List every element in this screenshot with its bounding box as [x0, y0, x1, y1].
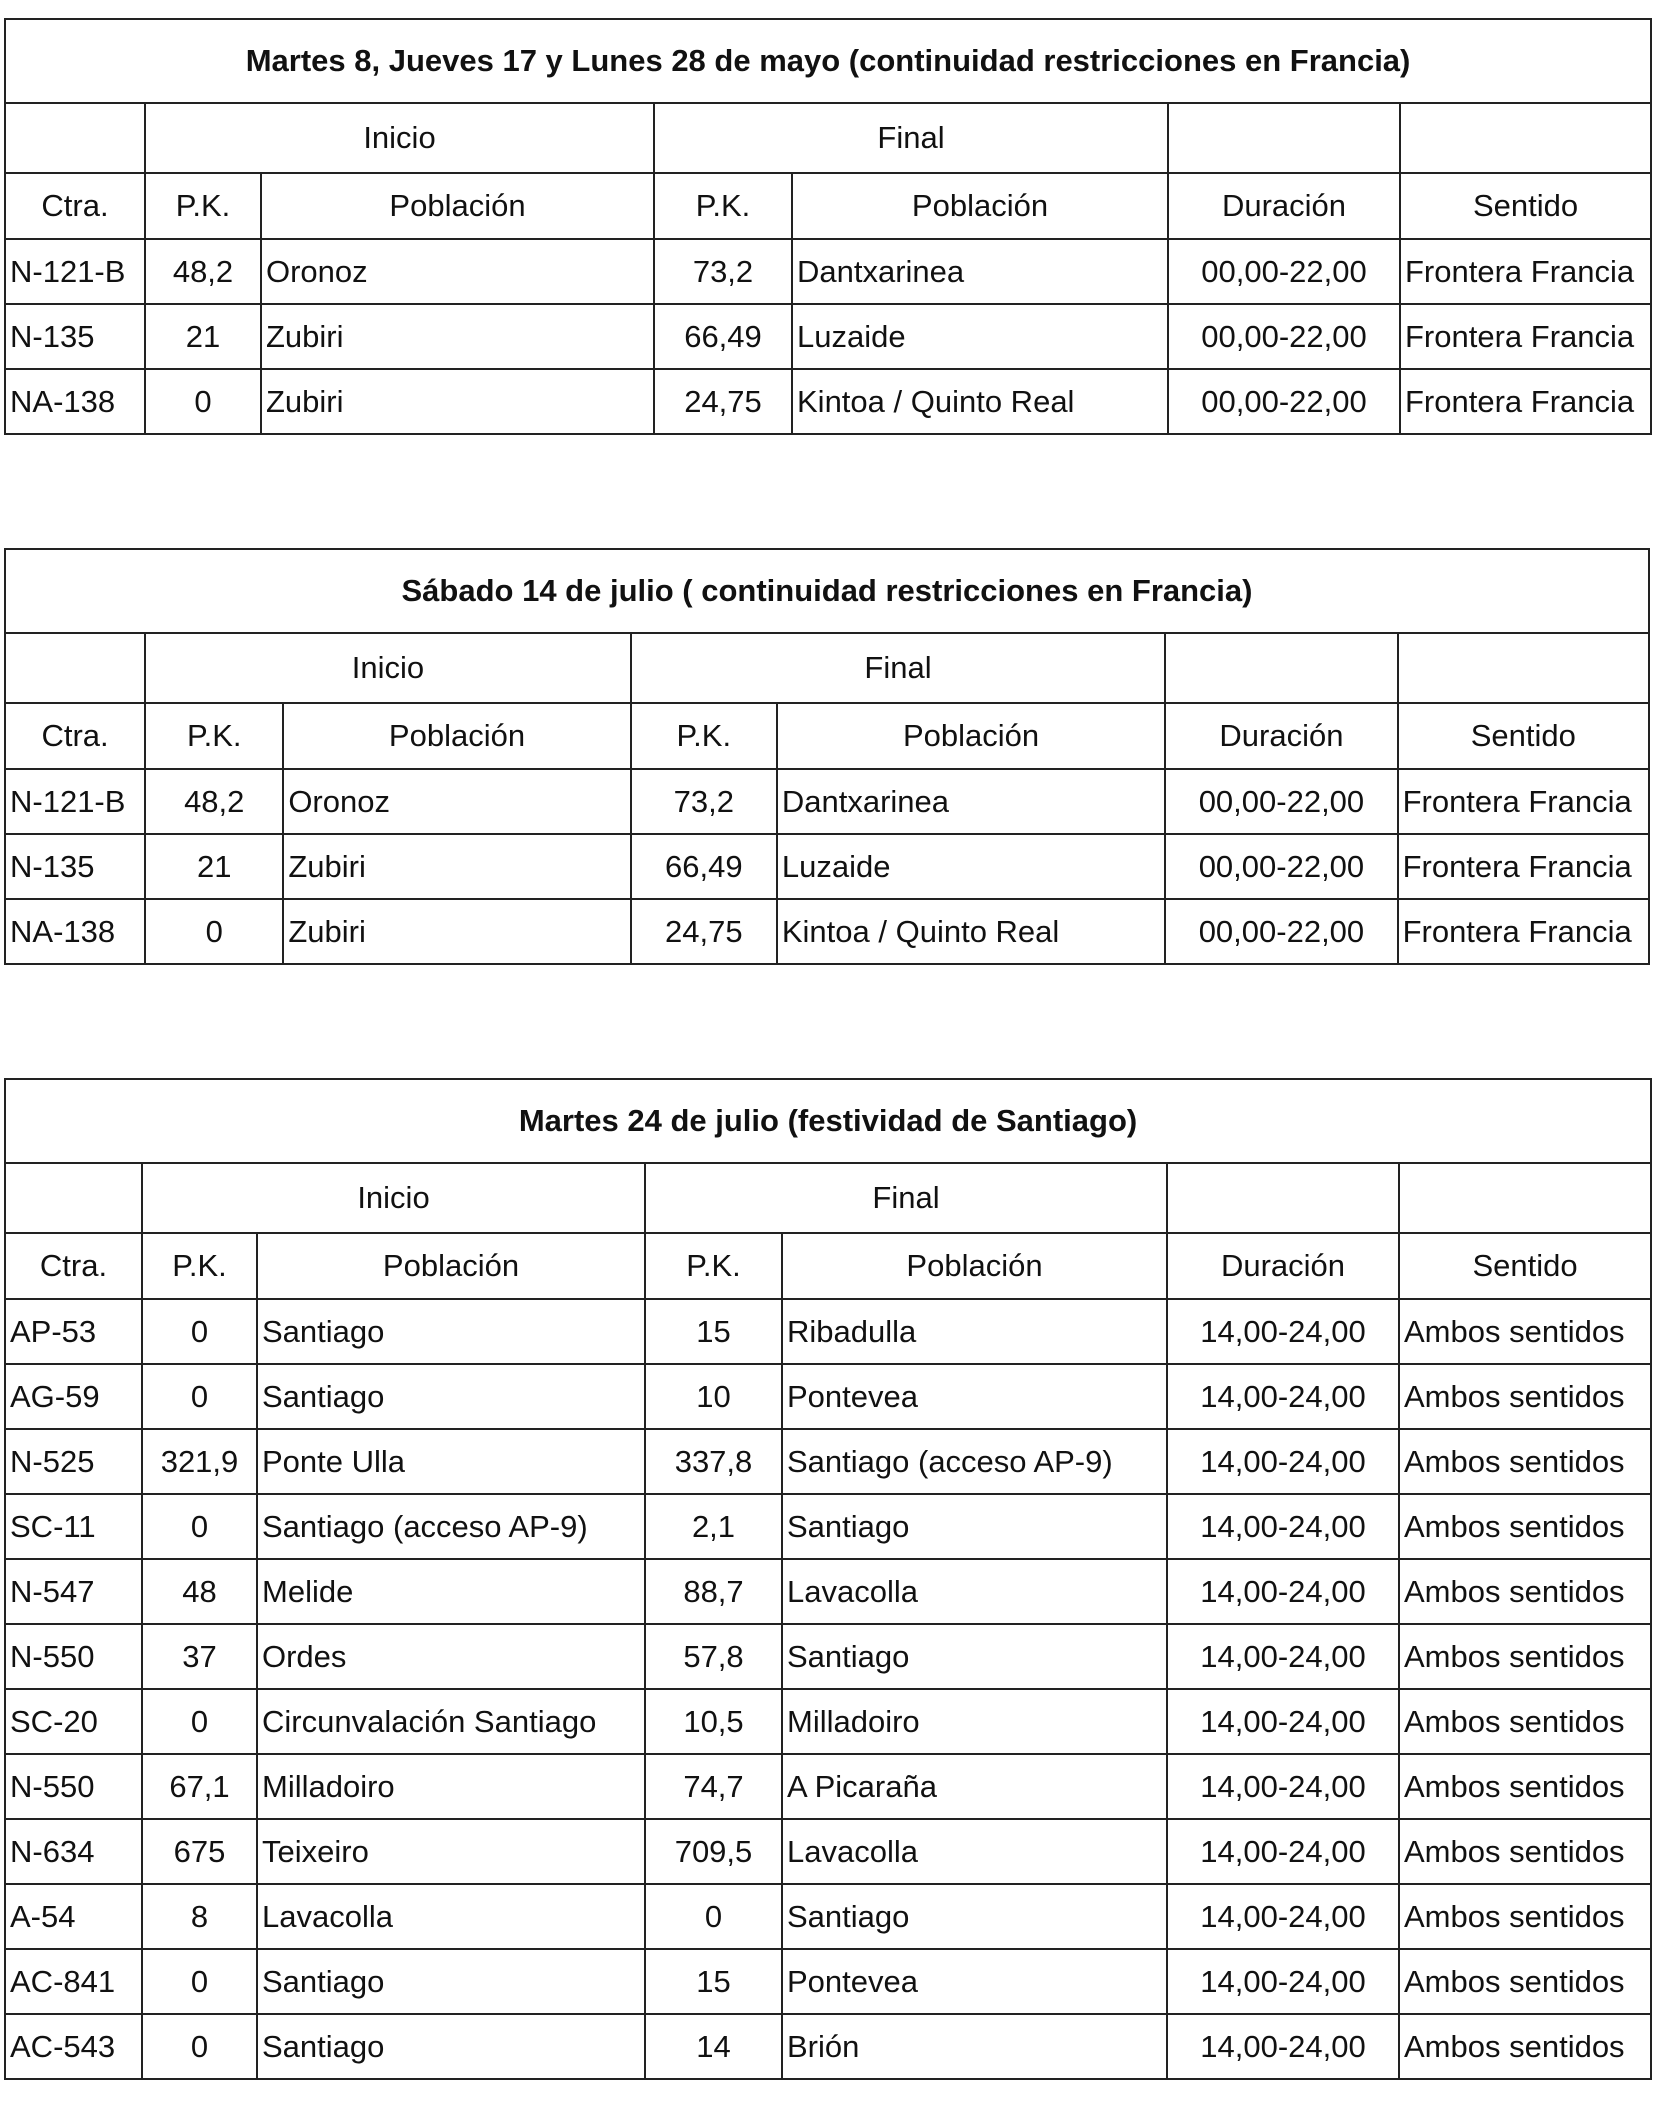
table-row: [5, 1949, 1651, 2014]
table-row: [5, 239, 1651, 304]
cell-sentido: Frontera Francia: [1398, 769, 1649, 834]
cell-duracion: 00,00-22,00: [1165, 899, 1397, 964]
column-header-poblacion-final: Población: [782, 1233, 1167, 1299]
cell-duracion: 14,00-24,00: [1167, 1949, 1399, 2014]
cell-poblacion-inicio: Melide: [257, 1559, 645, 1624]
cell-sentido: Ambos sentidos: [1399, 1494, 1651, 1559]
cell-poblacion-final: Dantxarinea: [777, 769, 1165, 834]
cell-sentido: Frontera Francia: [1398, 899, 1649, 964]
restrictions-table-julio-24: [4, 1078, 1652, 2080]
cell-poblacion-final: A Picaraña: [782, 1754, 1167, 1819]
cell-ctra: N-550: [5, 1754, 142, 1819]
cell-pk-inicio: 0: [145, 369, 261, 434]
cell-ctra: NA-138: [5, 899, 145, 964]
table-row: [5, 1299, 1651, 1364]
group-header-inicio: Inicio: [145, 633, 631, 703]
column-header-ctra: Ctra.: [5, 1233, 142, 1299]
table-row: [5, 1429, 1651, 1494]
cell-poblacion-final: Santiago: [782, 1494, 1167, 1559]
cell-pk-final: 88,7: [645, 1559, 782, 1624]
table-row: [5, 1559, 1651, 1624]
column-header-pk-final: P.K.: [631, 703, 777, 769]
cell-duracion: 14,00-24,00: [1167, 1429, 1399, 1494]
column-header-ctra: Ctra.: [5, 173, 145, 239]
cell-poblacion-final: Lavacolla: [782, 1819, 1167, 1884]
table-row: [5, 1364, 1651, 1429]
cell-poblacion-final: Brión: [782, 2014, 1167, 2079]
cell-sentido: Ambos sentidos: [1399, 1299, 1651, 1364]
cell-sentido: Frontera Francia: [1398, 834, 1649, 899]
cell-ctra: SC-11: [5, 1494, 142, 1559]
table-title: Martes 8, Jueves 17 y Lunes 28 de mayo (continuidad restricciones en Francia): [5, 19, 1651, 103]
cell-poblacion-final: Kintoa / Quinto Real: [777, 899, 1165, 964]
group-header-blank: [1167, 1163, 1399, 1233]
cell-ctra: A-54: [5, 1884, 142, 1949]
column-header-ctra: Ctra.: [5, 703, 145, 769]
cell-poblacion-inicio: Oronoz: [283, 769, 630, 834]
cell-pk-inicio: 321,9: [142, 1429, 257, 1494]
column-header-duracion: Duración: [1168, 173, 1400, 239]
cell-poblacion-inicio: Zubiri: [283, 899, 630, 964]
column-header-poblacion-inicio: Población: [257, 1233, 645, 1299]
cell-pk-final: 66,49: [654, 304, 792, 369]
cell-ctra: AC-841: [5, 1949, 142, 2014]
cell-pk-final: 74,7: [645, 1754, 782, 1819]
cell-ctra: N-550: [5, 1624, 142, 1689]
group-header-blank: [1168, 103, 1400, 173]
cell-sentido: Ambos sentidos: [1399, 1884, 1651, 1949]
column-header-pk-final: P.K.: [654, 173, 792, 239]
column-header-duracion: Duración: [1167, 1233, 1399, 1299]
cell-pk-inicio: 0: [142, 2014, 257, 2079]
cell-poblacion-inicio: Teixeiro: [257, 1819, 645, 1884]
cell-ctra: N-634: [5, 1819, 142, 1884]
cell-sentido: Frontera Francia: [1400, 304, 1651, 369]
cell-pk-final: 10: [645, 1364, 782, 1429]
column-header-duracion: Duración: [1165, 703, 1397, 769]
cell-poblacion-final: Lavacolla: [782, 1559, 1167, 1624]
cell-pk-final: 10,5: [645, 1689, 782, 1754]
cell-poblacion-inicio: Santiago: [257, 2014, 645, 2079]
cell-pk-final: 24,75: [631, 899, 777, 964]
column-header-poblacion-final: Población: [792, 173, 1168, 239]
restrictions-table-julio-14: [4, 548, 1650, 965]
cell-pk-inicio: 67,1: [142, 1754, 257, 1819]
cell-pk-final: 14: [645, 2014, 782, 2079]
cell-poblacion-inicio: Zubiri: [261, 369, 654, 434]
cell-pk-inicio: 21: [145, 304, 261, 369]
table-row: [5, 1819, 1651, 1884]
cell-pk-inicio: 21: [145, 834, 283, 899]
column-header-poblacion-inicio: Población: [283, 703, 630, 769]
cell-duracion: 00,00-22,00: [1168, 304, 1400, 369]
table-row: [5, 304, 1651, 369]
cell-duracion: 00,00-22,00: [1165, 834, 1397, 899]
cell-pk-inicio: 675: [142, 1819, 257, 1884]
cell-pk-inicio: 0: [142, 1364, 257, 1429]
cell-poblacion-final: Kintoa / Quinto Real: [792, 369, 1168, 434]
table-row: [5, 2014, 1651, 2079]
cell-ctra: N-121-B: [5, 239, 145, 304]
cell-pk-final: 73,2: [654, 239, 792, 304]
group-header-blank: [5, 1163, 142, 1233]
table-title: Sábado 14 de julio ( continuidad restricciones en Francia): [5, 549, 1649, 633]
column-header-sentido: Sentido: [1398, 703, 1649, 769]
cell-pk-final: 57,8: [645, 1624, 782, 1689]
column-header-sentido: Sentido: [1400, 173, 1651, 239]
group-header-blank: [1400, 103, 1651, 173]
cell-poblacion-inicio: Santiago: [257, 1299, 645, 1364]
table-row: [5, 1884, 1651, 1949]
cell-pk-inicio: 48,2: [145, 769, 283, 834]
cell-sentido: Frontera Francia: [1400, 369, 1651, 434]
cell-pk-inicio: 0: [142, 1949, 257, 2014]
group-header-blank: [5, 103, 145, 173]
cell-pk-inicio: 0: [145, 899, 283, 964]
column-header-sentido: Sentido: [1399, 1233, 1651, 1299]
table-title: Martes 24 de julio (festividad de Santiago): [5, 1079, 1651, 1163]
cell-poblacion-final: Santiago: [782, 1884, 1167, 1949]
group-header-blank: [1399, 1163, 1651, 1233]
group-header-inicio: Inicio: [145, 103, 654, 173]
cell-poblacion-inicio: Santiago: [257, 1949, 645, 2014]
cell-duracion: 00,00-22,00: [1168, 369, 1400, 434]
cell-duracion: 14,00-24,00: [1167, 2014, 1399, 2079]
cell-duracion: 14,00-24,00: [1167, 1299, 1399, 1364]
cell-ctra: N-121-B: [5, 769, 145, 834]
column-header-pk-inicio: P.K.: [145, 703, 283, 769]
cell-ctra: AC-543: [5, 2014, 142, 2079]
cell-pk-final: 66,49: [631, 834, 777, 899]
cell-poblacion-inicio: Oronoz: [261, 239, 654, 304]
cell-duracion: 14,00-24,00: [1167, 1884, 1399, 1949]
cell-duracion: 14,00-24,00: [1167, 1559, 1399, 1624]
cell-duracion: 00,00-22,00: [1168, 239, 1400, 304]
cell-pk-inicio: 0: [142, 1689, 257, 1754]
cell-sentido: Ambos sentidos: [1399, 1689, 1651, 1754]
cell-ctra: N-525: [5, 1429, 142, 1494]
cell-ctra: N-547: [5, 1559, 142, 1624]
column-header-poblacion-inicio: Población: [261, 173, 654, 239]
cell-ctra: N-135: [5, 304, 145, 369]
cell-poblacion-inicio: Circunvalación Santiago: [257, 1689, 645, 1754]
cell-poblacion-final: Santiago (acceso AP-9): [782, 1429, 1167, 1494]
cell-pk-inicio: 48,2: [145, 239, 261, 304]
cell-pk-inicio: 37: [142, 1624, 257, 1689]
group-header-blank: [1165, 633, 1397, 703]
cell-pk-final: 24,75: [654, 369, 792, 434]
cell-sentido: Ambos sentidos: [1399, 1559, 1651, 1624]
cell-sentido: Frontera Francia: [1400, 239, 1651, 304]
cell-duracion: 14,00-24,00: [1167, 1364, 1399, 1429]
cell-duracion: 14,00-24,00: [1167, 1754, 1399, 1819]
cell-poblacion-inicio: Zubiri: [283, 834, 630, 899]
cell-poblacion-final: Pontevea: [782, 1949, 1167, 2014]
table-row: [5, 1754, 1651, 1819]
cell-pk-inicio: 8: [142, 1884, 257, 1949]
cell-poblacion-inicio: Ordes: [257, 1624, 645, 1689]
column-header-pk-inicio: P.K.: [145, 173, 261, 239]
table-row: [5, 834, 1649, 899]
group-header-blank: [5, 633, 145, 703]
cell-duracion: 14,00-24,00: [1167, 1689, 1399, 1754]
cell-pk-final: 2,1: [645, 1494, 782, 1559]
group-header-blank: [1398, 633, 1649, 703]
cell-sentido: Ambos sentidos: [1399, 1754, 1651, 1819]
cell-pk-inicio: 48: [142, 1559, 257, 1624]
group-header-final: Final: [631, 633, 1166, 703]
cell-duracion: 14,00-24,00: [1167, 1819, 1399, 1884]
cell-sentido: Ambos sentidos: [1399, 1949, 1651, 2014]
table-row: [5, 769, 1649, 834]
cell-poblacion-final: Luzaide: [777, 834, 1165, 899]
cell-poblacion-inicio: Santiago (acceso AP-9): [257, 1494, 645, 1559]
cell-pk-inicio: 0: [142, 1299, 257, 1364]
cell-duracion: 14,00-24,00: [1167, 1624, 1399, 1689]
cell-ctra: N-135: [5, 834, 145, 899]
cell-ctra: NA-138: [5, 369, 145, 434]
cell-poblacion-inicio: Lavacolla: [257, 1884, 645, 1949]
cell-sentido: Ambos sentidos: [1399, 1819, 1651, 1884]
cell-pk-final: 709,5: [645, 1819, 782, 1884]
cell-ctra: AG-59: [5, 1364, 142, 1429]
column-header-pk-final: P.K.: [645, 1233, 782, 1299]
cell-poblacion-inicio: Santiago: [257, 1364, 645, 1429]
cell-duracion: 14,00-24,00: [1167, 1494, 1399, 1559]
cell-poblacion-final: Ribadulla: [782, 1299, 1167, 1364]
cell-sentido: Ambos sentidos: [1399, 1624, 1651, 1689]
cell-pk-final: 337,8: [645, 1429, 782, 1494]
table-row: [5, 1689, 1651, 1754]
cell-sentido: Ambos sentidos: [1399, 2014, 1651, 2079]
cell-poblacion-inicio: Ponte Ulla: [257, 1429, 645, 1494]
cell-poblacion-final: Milladoiro: [782, 1689, 1167, 1754]
group-header-final: Final: [645, 1163, 1167, 1233]
cell-poblacion-inicio: Zubiri: [261, 304, 654, 369]
column-header-pk-inicio: P.K.: [142, 1233, 257, 1299]
cell-poblacion-final: Pontevea: [782, 1364, 1167, 1429]
group-header-final: Final: [654, 103, 1168, 173]
cell-ctra: AP-53: [5, 1299, 142, 1364]
cell-ctra: SC-20: [5, 1689, 142, 1754]
cell-poblacion-inicio: Milladoiro: [257, 1754, 645, 1819]
group-header-inicio: Inicio: [142, 1163, 645, 1233]
cell-sentido: Ambos sentidos: [1399, 1429, 1651, 1494]
cell-pk-final: 0: [645, 1884, 782, 1949]
cell-duracion: 00,00-22,00: [1165, 769, 1397, 834]
cell-poblacion-final: Dantxarinea: [792, 239, 1168, 304]
cell-pk-final: 73,2: [631, 769, 777, 834]
cell-sentido: Ambos sentidos: [1399, 1364, 1651, 1429]
cell-pk-inicio: 0: [142, 1494, 257, 1559]
table-row: [5, 1494, 1651, 1559]
cell-pk-final: 15: [645, 1949, 782, 2014]
restrictions-table-mayo: [4, 18, 1652, 435]
column-header-poblacion-final: Población: [777, 703, 1165, 769]
cell-pk-final: 15: [645, 1299, 782, 1364]
table-row: [5, 1624, 1651, 1689]
table-row: [5, 899, 1649, 964]
cell-poblacion-final: Luzaide: [792, 304, 1168, 369]
cell-poblacion-final: Santiago: [782, 1624, 1167, 1689]
table-row: [5, 369, 1651, 434]
